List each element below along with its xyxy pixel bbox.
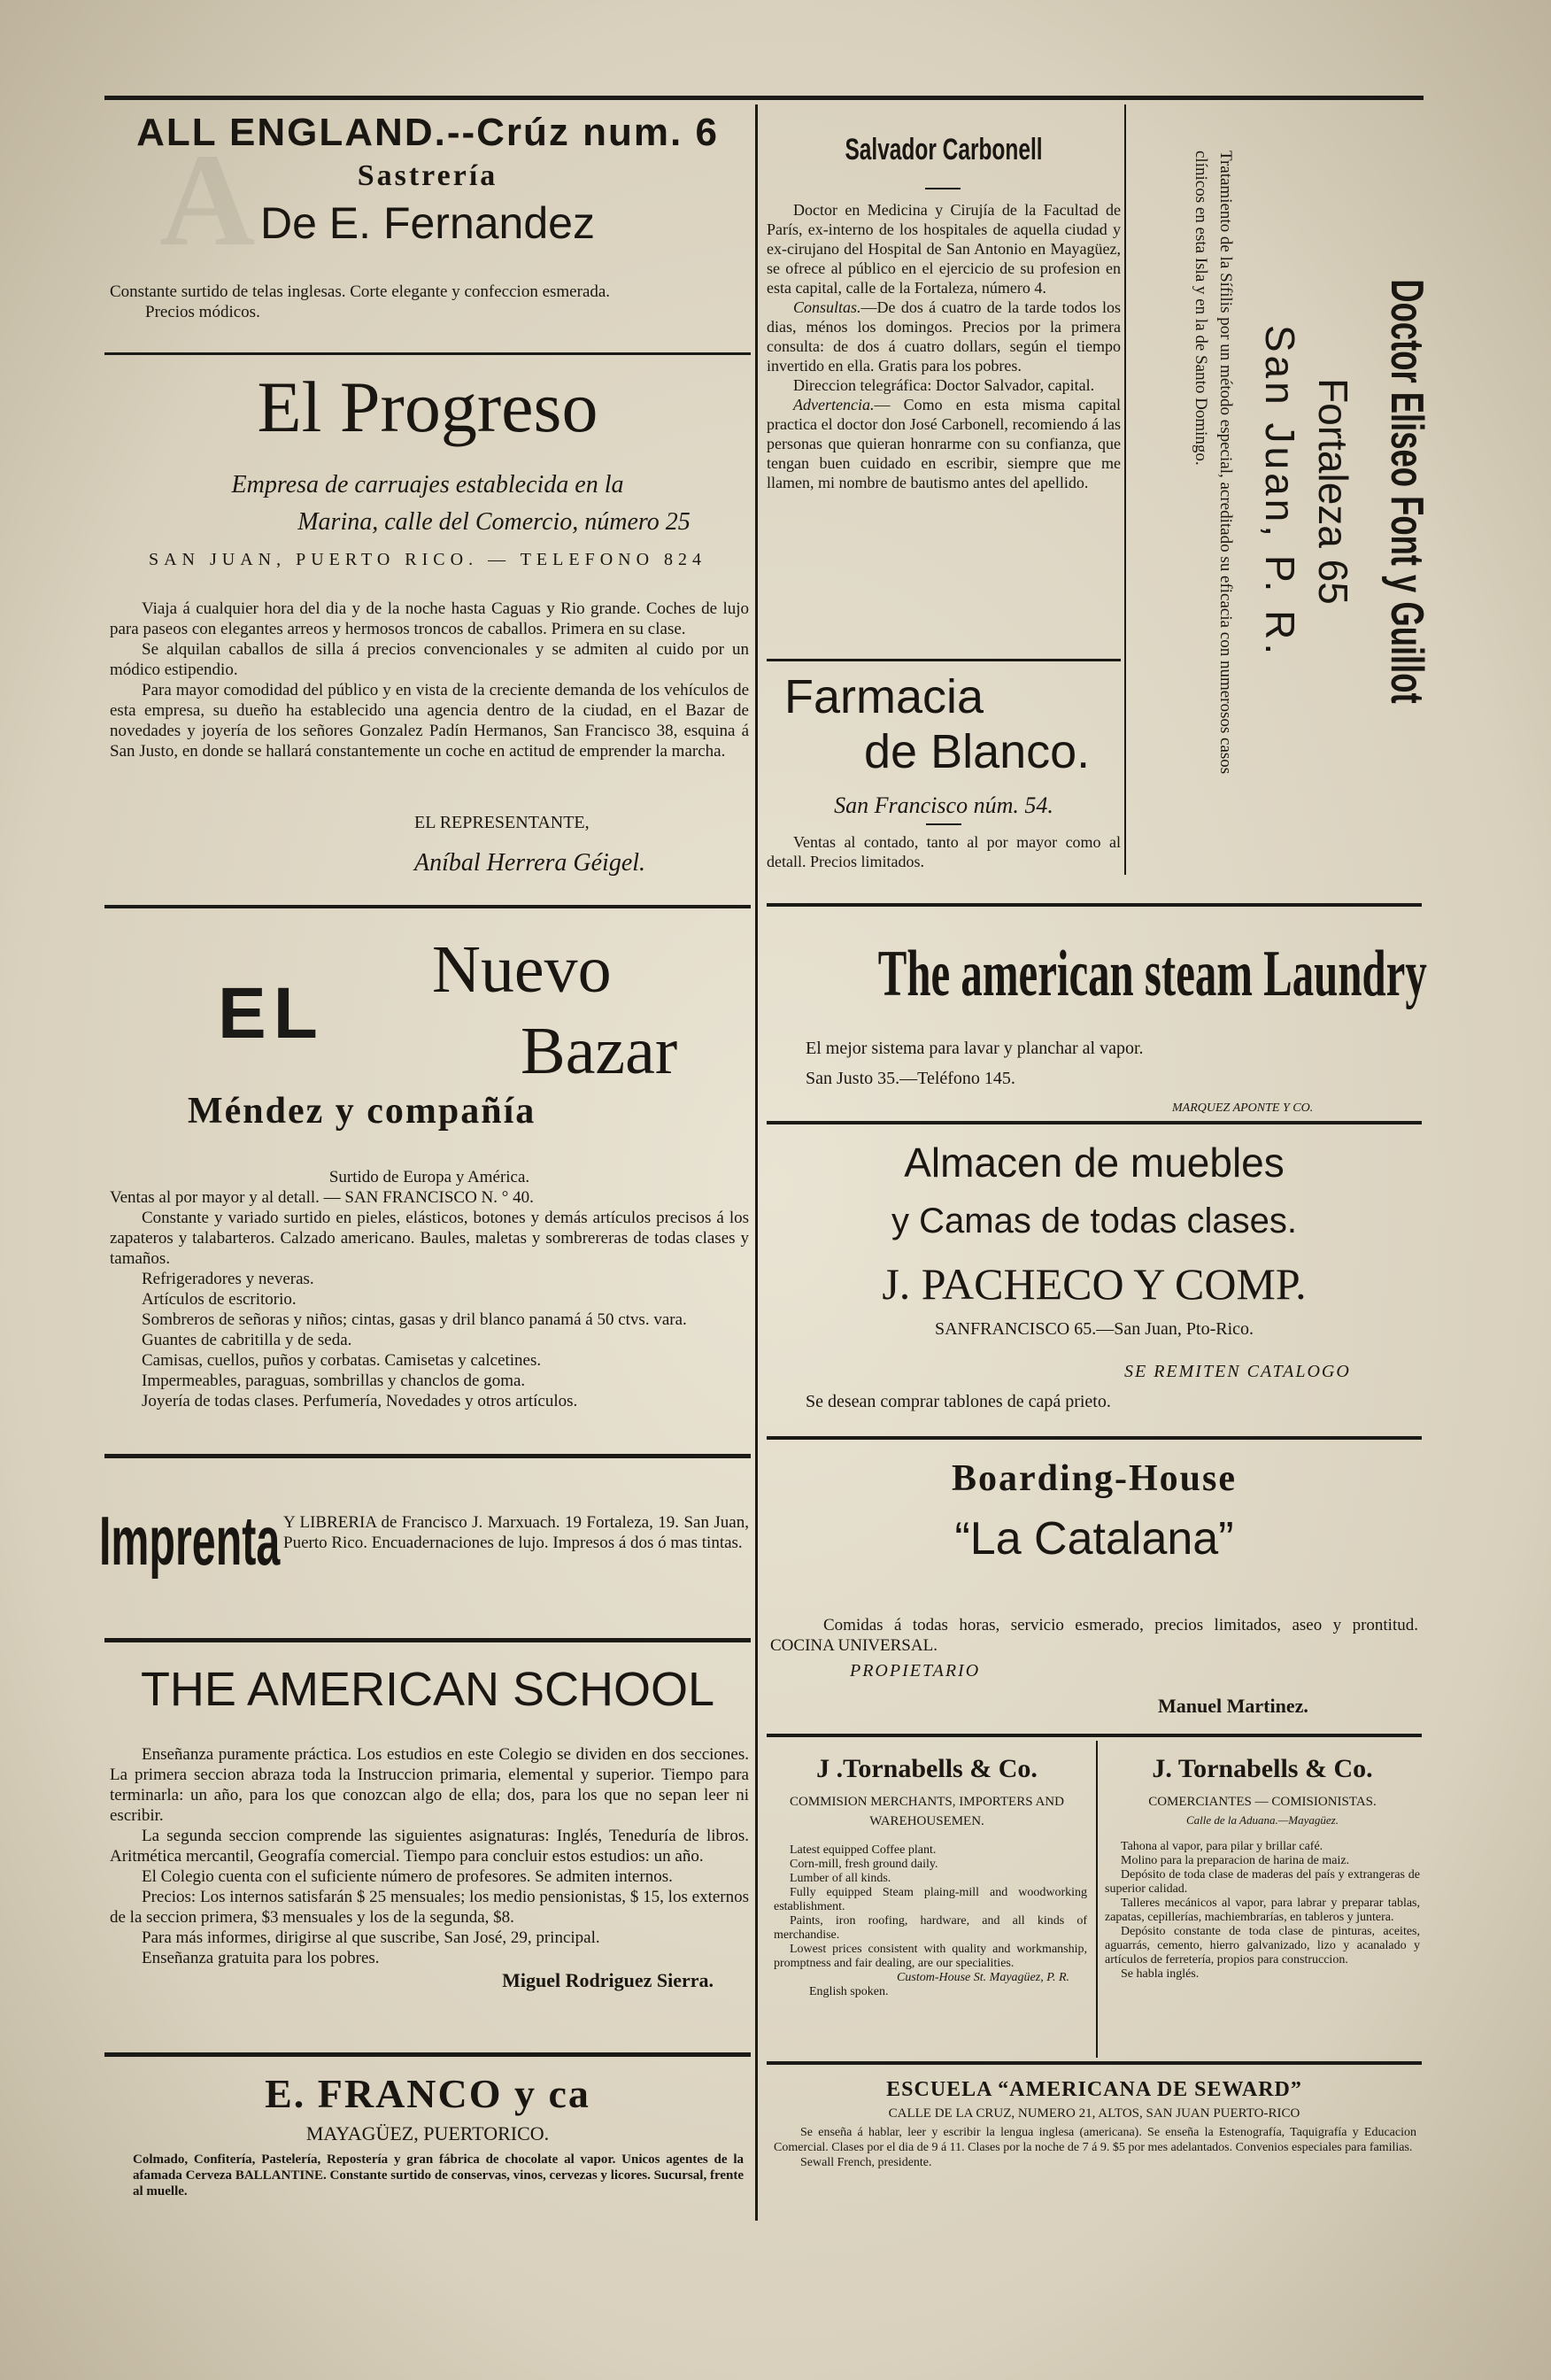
boarding-owner: Manuel Martinez. [1158,1695,1308,1717]
tornabells-es-list [1105,1840,1420,1982]
carbonell-body [767,200,1121,492]
laundry-body [806,1038,1416,1089]
tornabells-en-l4: Fully equipped Steam plaing-mill and woodworking establishment. [774,1886,1087,1913]
tornabells-es-l1: Tahona al vapor, para pilar y brillar café. [1121,1840,1323,1853]
font-guillot-ad [1188,115,1438,868]
font-guillot-city: San Juan, P. R. [1257,324,1303,659]
tornabells-en-l5: Paints, iron roofing, hardware, and all kinds of merchandise. [774,1914,1087,1942]
bazar-line-3: Constante y variado surtido en pieles, elásticos, botones y demás artículos precisos á los zapateros y talabarteros. Calzado americano. Baules, maletas y sombrereras de todas clases y tamaños. [110,1209,749,1268]
font-guillot-name: Doctor Eliseo Font y Guillot [1381,279,1432,704]
font-guillot-body: Tratamiento de la Sífilis por un método especial, acreditado su eficacia con numerosos casos clínicos en esta Isla y en la de Santo Domingo. [1192,151,1235,775]
tornabells-divider [1096,1741,1098,2058]
nuevo-bazar-body [110,1167,749,1411]
ad-divider-font [1124,104,1126,875]
boarding-title: Boarding-House [951,1458,1238,1499]
tornabells-es-address: Calle de la Aduana.—Mayagüez. [1186,1813,1339,1827]
progreso-sign [414,813,751,877]
progreso-p2: Se alquilan caballos de silla á precios convencionales y se admiten al cuido por un módico estipendio. [110,640,749,679]
almacen-want: Se desean comprar tablones de capá prieto. [806,1392,1111,1411]
laundry-sign: MARQUEZ APONTE Y CO. [1172,1101,1314,1115]
boarding-body: Comidas á todas horas, servicio esmerado, precios limitados, aseo y prontitud. COCINA UNIVERSAL. [770,1616,1418,1655]
all-england-text: Constante surtido de telas inglesas. Corte elegante y confeccion esmerada. [110,282,611,301]
top-rule [104,96,1424,100]
rule-10 [767,2061,1422,2065]
tornabells-en-l3: Lumber of all kinds. [790,1872,891,1885]
boarding-name: “La Catalana” [954,1513,1234,1565]
tornabells-en-l6: Lowest prices consistent with quality and workmanship, promptness and fair dealing, are our specialities. [774,1943,1087,1970]
school-p6: Enseñanza gratuita para los pobres. [142,1949,380,1967]
farmacia-address: San Francisco núm. 54. [834,792,1053,818]
seward-body [774,2125,1416,2170]
franco-ad [104,2068,751,2148]
progreso-sign-title: EL REPRESENTANTE, [414,813,590,832]
bazar-line-7: Guantes de cabritilla y de seda. [142,1331,352,1349]
tornabells-es-l5: Depósito constante de toda clase de pinturas, aceites, aguarrás, cemento, hierro galvanizado, lizo y acanalado y artículos de ferretería, propios para construccion. [1105,1925,1420,1967]
seward-address: CALLE DE LA CRUZ, NUMERO 21, ALTOS, SAN JUAN PUERTO-RICO [888,2106,1300,2121]
tornabells-es-l4: Talleres mecánicos al vapor, para labrar y preparar tablas, zapatas, cepillerías, machiembrarías, en tableros y juntera. [1105,1897,1420,1924]
boarding-ad [767,1452,1422,1572]
carbonell-advertencia-label: Advertencia. [793,396,875,413]
all-england-ad [104,108,751,251]
laundry-title: The american steam Laundry [877,938,1427,1010]
all-england-body [110,282,749,322]
background-stamp: A [159,127,327,274]
seward-text: Se enseña á hablar, leer y escribir la lengua inglesa (americana). Se enseña la Estenografía, Taquigrafía y Educacion Comercial. Clases por el dia de 9 á 11. Clases por la noche de 7 á 9. $5 por mes adelantados. Convenios especiales para familias. [774,2126,1416,2154]
rule-carbonell [767,659,1121,661]
progreso-ad [104,363,751,577]
carbonell-p4-wrap [767,395,1121,492]
tornabells-en-ad [767,1751,1087,1999]
farmacia-body: Ventas al contado, tanto al por mayor como al detall. Precios limitados. [767,833,1121,870]
carbonell-p3: Direccion telegráfica: Doctor Salvador, capital. [793,376,1095,394]
bazar-line-8: Camisas, cuellos, puños y corbatas. Camisetas y calcetines. [142,1351,542,1370]
all-england-sastreria: Sastrería [357,159,498,192]
tornabells-en-spoken: English spoken. [809,1985,889,1998]
school-title: THE AMERICAN SCHOOL [140,1663,715,1716]
column-divider [755,104,758,2221]
tornabells-en-sub: COMMISION MERCHANTS, IMPORTERS AND WAREHOUSEMEN. [790,1795,1064,1828]
almacen-line-2: y Camas de todas clases. [891,1202,1297,1240]
tornabells-es-l6: Se habla inglés. [1121,1967,1200,1981]
laundry-line-1: El mejor sistema para lavar y planchar al vapor. [806,1039,1144,1058]
bazar-line-2: Ventas al por mayor y al detall. — SAN FRANCISCO N. ° 40. [110,1188,534,1207]
rule-8 [767,1436,1422,1440]
bazar-line-4: Refrigeradores y neveras. [142,1270,314,1288]
almacen-catalog: SE REMITEN CATALOGO [1124,1362,1351,1381]
seward-title: ESCUELA “AMERICANA DE SEWARD” [886,2078,1302,2101]
bazar-company: Méndez y compañía [188,1091,536,1132]
bazar-line-5: Artículos de escritorio. [142,1290,297,1309]
bazar-line-10: Joyería de todas clases. Perfumería, Novedades y otros artículos. [142,1392,578,1410]
bazar-bazar: Bazar [521,1014,678,1088]
all-england-name: De E. Fernandez [260,198,595,248]
boarding-owner-label: PROPIETARIO [850,1661,981,1681]
bazar-line-1: Surtido de Europa y América. [328,1168,530,1186]
progreso-p3: Para mayor comodidad del público y en vista de la creciente demanda de los vehículos de esta empresa, su dueño ha establecido una agencia dentro de la ciudad, en el Bazar de novedades y joyería de los señores Gonzalez Padín Hermanos, San Francisco 38, esquina á San Justo, en donde se hallará constantemente un coche en actitud de emprender la marcha. [110,681,749,761]
farmacia-dash [926,823,961,825]
tornabells-es-ad [1105,1751,1420,1982]
progreso-title: El Progreso [257,367,598,447]
rule-6 [767,903,1422,907]
farmacia-ad [767,669,1121,823]
tornabells-en-list [767,1843,1087,1999]
almacen-name: J. PACHECO Y COMP. [882,1259,1307,1309]
progreso-p1: Viaja á cualquier hora del dia y de la noche hasta Caguas y Rio grande. Coches de lujo para paseos con elegantes arreos y hermosos troncos de caballos. Primera en su clase. [110,599,749,638]
school-p5: Para más informes, dirigirse al que suscribe, San José, 29, principal. [142,1928,600,1947]
farmacia-line-1: Farmacia [784,670,984,723]
school-sign: Miguel Rodriguez Sierra. [502,1969,714,1991]
seward-sign: Sewall French, presidente. [800,2156,932,2169]
school-p4: Precios: Los internos satisfarán $ 25 mensuales; los medio pensionistas, $ 15, los externos de la seccion primera, $3 mensuales y los de la segunda, $8. [110,1888,749,1927]
progreso-subtitle-2: Marina, calle del Comercio, número 25 [297,508,691,536]
progreso-signature: Aníbal Herrera Géigel. [414,849,646,877]
seward-ad [767,2075,1422,2123]
rule-7 [767,1121,1422,1124]
franco-title: E. FRANCO y ca [265,2071,590,2116]
school-p1: Enseñanza puramente práctica. Los estudios en este Colegio se dividen en dos secciones. La primera seccion abraza toda la Instruccion primaria, elemental y superior. Tiempo para terminarla: un año, para los que conozcan algo de ella; dos, para los que no sepan leer ni escribir. [110,1745,749,1825]
rule-4 [104,1638,751,1642]
carbonell-p2: —De dos á cuatro de la tarde todos los dias, ménos los domingos. Precios por la primera consulta: de dos á cuatro dollars, según el tiempo invertido en ella. Gratis para los pobres. [767,298,1121,375]
tornabells-en-title: J .Tornabells & Co. [816,1754,1038,1783]
farmacia-line-2: de Blanco. [864,725,1091,778]
laundry-line-2: San Justo 35.—Teléfono 145. [806,1069,1015,1088]
carbonell-dash [925,188,961,189]
carbonell-p1: Doctor en Medicina y Cirujía de la Facultad de París, ex-interno de los hospitales de aquella ciudad y ex-cirujano del Hospital de San Antonio en Mayagüez, se ofrece al público en el ejercicio de su profesion en esta capital, calle de la Fortaleza, número 4. [767,201,1121,297]
imprenta-title: Imprenta [99,1502,281,1580]
progreso-subtitle-1: Empresa de carruajes establecida en la [231,471,624,498]
tornabells-en-l1: Latest equipped Coffee plant. [790,1843,937,1857]
franco-city: MAYAGÜEZ, PUERTORICO. [305,2122,550,2144]
progreso-address: SAN JUAN, PUERTO RICO. — TELEFONO 824 [148,550,707,569]
tornabells-es-title: J. Tornabells & Co. [1152,1754,1373,1783]
carbonell-consultas-label: Consultas. [793,298,861,316]
almacen-ad [767,1133,1422,1341]
all-england-prices: Precios módicos. [145,303,260,321]
almacen-line-1: Almacen de muebles [904,1140,1285,1186]
tornabells-en-address: Custom-House St. Mayagüez, P. R. [897,1971,1069,1984]
tornabells-en-l2: Corn-mill, fresh ground daily. [790,1858,938,1871]
bazar-line-6: Sombreros de señoras y niños; cintas, gasas y dril blanco panamá á 50 ctvs. vara. [142,1310,687,1329]
nuevo-bazar-ad [104,930,751,1133]
font-guillot-street: Fortaleza 65 [1310,378,1356,605]
school-body [110,1744,749,1990]
school-p3: El Colegio cuenta con el suficiente número de profesores. Se admiten internos. [142,1867,673,1886]
rule-2 [104,905,751,908]
carbonell-p4: — Como en esta misma capital practica el doctor don José Carbonell, recomiendo á las personas que quieran honrarme con su confianza, que tengan buen cuidado en escribir, siempre que me llamen, mi nombre de bautismo antes del apellido. [767,396,1121,491]
progreso-body [110,599,749,761]
all-england-heading: ALL ENGLAND.--Crúz num. 6 [136,111,719,154]
rule-3 [104,1454,751,1458]
tornabells-es-sub: COMERCIANTES — COMISIONISTAS. [1148,1795,1377,1809]
rule-5 [104,2052,751,2057]
franco-body: Colmado, Confitería, Pastelería, Repostería y gran fábrica de chocolate al vapor. Unicos agentes de la afamada Cerveza BALLANTINE. Constante surtido de conservas, vinos, cervezas y licores. Sucursal, frente al muelle. [133,2152,744,2198]
tornabells-es-l2: Molino para la preparacion de harina de maiz. [1121,1854,1350,1867]
rule-9 [767,1734,1422,1737]
almacen-address: SANFRANCISCO 65.—San Juan, Pto-Rico. [934,1319,1254,1339]
carbonell-p2-wrap [767,298,1121,375]
bazar-el: EL [218,973,325,1054]
bazar-line-9: Impermeables, paraguas, sombrillas y chanclos de goma. [142,1372,526,1390]
tornabells-es-l3: Depósito de toda clase de maderas del país y extrangeras de superior calidad. [1105,1868,1420,1896]
bazar-nuevo: Nuevo [432,932,612,1007]
carbonell-name: Salvador Carbonell [845,133,1043,166]
school-p2: La segunda seccion comprende las siguientes asignaturas: Inglés, Teneduría de libros. Aritmética mercantil, Geografía comercial. Tiempo para concluir estos estudios: un año. [110,1827,749,1866]
imprenta-body: Y LIBRERIA de Francisco J. Marxuach. 19 Fortaleza, 19. San Juan, Puerto Rico. Encuadernaciones de lujo. Impresos á dos ó mas tintas. [283,1513,749,1552]
rule-1 [104,352,751,355]
